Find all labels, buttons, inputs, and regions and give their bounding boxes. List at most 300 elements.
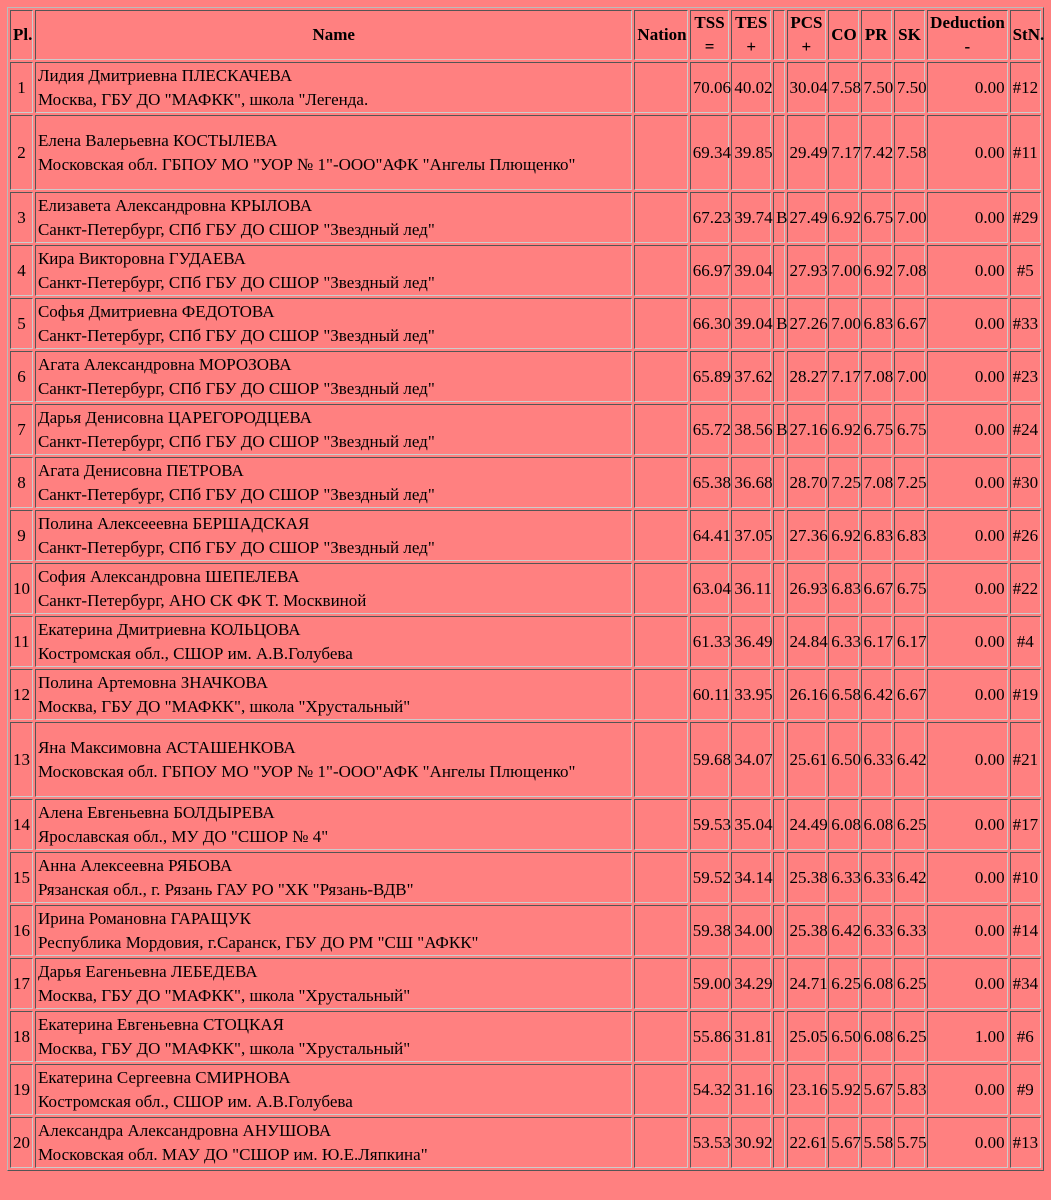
flag-cell bbox=[773, 958, 784, 1009]
table-row bbox=[10, 1117, 1041, 1168]
place-cell: 19 bbox=[10, 1064, 33, 1115]
skater-name: Дарья Денисовна ЦАРЕГОРОДЦЕВА bbox=[37, 407, 312, 427]
pcs-cell: 30.04 bbox=[787, 62, 827, 113]
place-cell: 4 bbox=[10, 245, 33, 296]
skater-club: Ярославская обл., МУ ДО "СШОР № 4" bbox=[37, 826, 329, 846]
pcs-cell: 25.38 bbox=[787, 852, 827, 903]
tes-cell: 31.81 bbox=[731, 1011, 771, 1062]
co-cell: 6.83 bbox=[828, 563, 858, 614]
header-tes: TES + bbox=[731, 10, 771, 60]
place-cell: 6 bbox=[10, 351, 33, 402]
skater-name: Агата Александровна МОРОЗОВА bbox=[37, 354, 292, 374]
sk-cell: 6.33 bbox=[894, 905, 925, 956]
pr-cell: 6.33 bbox=[861, 852, 892, 903]
place-cell: 9 bbox=[10, 510, 33, 561]
tss-cell: 54.32 bbox=[690, 1064, 730, 1115]
co-cell: 5.92 bbox=[828, 1064, 858, 1115]
skater-club: Санкт-Петербург, СПб ГБУ ДО СШОР "Звездный лед" bbox=[37, 272, 435, 292]
pcs-cell: 26.16 bbox=[787, 669, 827, 720]
tss-cell: 53.53 bbox=[690, 1117, 730, 1168]
pr-cell: 6.08 bbox=[861, 1011, 892, 1062]
name-cell bbox=[35, 669, 632, 720]
skater-club: Московская обл. ГБПОУ МО "УОР № 1"-ООО"АФК "Ангелы Плющенко" bbox=[37, 154, 576, 174]
place-cell: 8 bbox=[10, 457, 33, 508]
name-cell bbox=[35, 192, 632, 243]
sk-cell: 6.25 bbox=[894, 799, 925, 850]
name-cell bbox=[35, 245, 632, 296]
pr-cell: 7.08 bbox=[861, 351, 892, 402]
nation-cell bbox=[634, 192, 687, 243]
pr-cell: 6.83 bbox=[861, 298, 892, 349]
deduction-cell: 0.00 bbox=[927, 351, 1007, 402]
nation-cell bbox=[634, 905, 687, 956]
tes-cell: 34.29 bbox=[731, 958, 771, 1009]
header-stn: StN. bbox=[1010, 10, 1041, 60]
sk-cell: 7.58 bbox=[894, 115, 925, 190]
start-number-cell: #23 bbox=[1010, 351, 1041, 402]
nation-cell bbox=[634, 245, 687, 296]
co-cell: 6.92 bbox=[828, 404, 858, 455]
skater-name: София Александровна ШЕПЕЛЕВА bbox=[37, 566, 300, 586]
tss-cell: 59.53 bbox=[690, 799, 730, 850]
nation-cell bbox=[634, 351, 687, 402]
pr-cell: 6.75 bbox=[861, 192, 892, 243]
tes-cell: 36.68 bbox=[731, 457, 771, 508]
place-cell: 3 bbox=[10, 192, 33, 243]
flag-cell bbox=[773, 115, 784, 190]
start-number-cell: #34 bbox=[1010, 958, 1041, 1009]
place-cell: 1 bbox=[10, 62, 33, 113]
sk-cell: 7.08 bbox=[894, 245, 925, 296]
skater-club: Костромская обл., СШОР им. А.В.Голубева bbox=[37, 1091, 353, 1111]
pcs-cell: 24.84 bbox=[787, 616, 827, 667]
deduction-cell: 1.00 bbox=[927, 1011, 1007, 1062]
start-number-cell: #29 bbox=[1010, 192, 1041, 243]
sk-cell: 7.00 bbox=[894, 351, 925, 402]
place-cell: 10 bbox=[10, 563, 33, 614]
co-cell: 7.17 bbox=[828, 115, 858, 190]
name-cell bbox=[35, 298, 632, 349]
pcs-cell: 25.05 bbox=[787, 1011, 827, 1062]
tes-cell: 39.04 bbox=[731, 245, 771, 296]
place-cell: 15 bbox=[10, 852, 33, 903]
pr-cell: 5.67 bbox=[861, 1064, 892, 1115]
co-cell: 6.50 bbox=[828, 1011, 858, 1062]
deduction-cell: 0.00 bbox=[927, 192, 1007, 243]
sk-cell: 6.42 bbox=[894, 722, 925, 797]
table-row bbox=[10, 245, 1041, 296]
flag-cell bbox=[773, 799, 784, 850]
tes-cell: 36.49 bbox=[731, 616, 771, 667]
flag-cell: B bbox=[773, 404, 784, 455]
pcs-cell: 25.61 bbox=[787, 722, 827, 797]
header-row bbox=[10, 10, 1041, 60]
flag-cell bbox=[773, 722, 784, 797]
skater-club: Республика Мордовия, г.Саранск, ГБУ ДО РМ "СШ "АФКК" bbox=[37, 932, 479, 952]
flag-cell bbox=[773, 1117, 784, 1168]
flag-cell bbox=[773, 669, 784, 720]
start-number-cell: #6 bbox=[1010, 1011, 1041, 1062]
start-number-cell: #24 bbox=[1010, 404, 1041, 455]
nation-cell bbox=[634, 1064, 687, 1115]
skater-club: Санкт-Петербург, СПб ГБУ ДО СШОР "Звездный лед" bbox=[37, 219, 435, 239]
skater-name: Агата Денисовна ПЕТРОВА bbox=[37, 460, 244, 480]
pcs-cell: 27.16 bbox=[787, 404, 827, 455]
tss-cell: 59.38 bbox=[690, 905, 730, 956]
flag-cell: B bbox=[773, 192, 784, 243]
co-cell: 7.00 bbox=[828, 245, 858, 296]
pcs-cell: 27.36 bbox=[787, 510, 827, 561]
pcs-cell: 23.16 bbox=[787, 1064, 827, 1115]
skater-name: Анна Алексеевна РЯБОВА bbox=[37, 855, 233, 875]
table-row bbox=[10, 722, 1041, 797]
table-row bbox=[10, 799, 1041, 850]
name-cell bbox=[35, 958, 632, 1009]
start-number-cell: #13 bbox=[1010, 1117, 1041, 1168]
nation-cell bbox=[634, 510, 687, 561]
nation-cell bbox=[634, 404, 687, 455]
table-row bbox=[10, 404, 1041, 455]
pr-cell: 5.58 bbox=[861, 1117, 892, 1168]
pcs-cell: 26.93 bbox=[787, 563, 827, 614]
sk-cell: 7.50 bbox=[894, 62, 925, 113]
deduction-cell: 0.00 bbox=[927, 852, 1007, 903]
tss-cell: 66.97 bbox=[690, 245, 730, 296]
name-cell bbox=[35, 457, 632, 508]
header-pr: PR bbox=[861, 10, 892, 60]
nation-cell bbox=[634, 62, 687, 113]
skater-club: Москва, ГБУ ДО "МАФКК", школа "Хрустальный" bbox=[37, 696, 411, 716]
name-cell bbox=[35, 852, 632, 903]
sk-cell: 6.25 bbox=[894, 958, 925, 1009]
co-cell: 6.50 bbox=[828, 722, 858, 797]
tss-cell: 65.38 bbox=[690, 457, 730, 508]
co-cell: 6.08 bbox=[828, 799, 858, 850]
name-cell bbox=[35, 62, 632, 113]
tes-cell: 40.02 bbox=[731, 62, 771, 113]
deduction-cell: 0.00 bbox=[927, 245, 1007, 296]
tss-cell: 69.34 bbox=[690, 115, 730, 190]
flag-cell bbox=[773, 351, 784, 402]
header-co: CO bbox=[828, 10, 858, 60]
tes-cell: 38.56 bbox=[731, 404, 771, 455]
tes-cell: 39.85 bbox=[731, 115, 771, 190]
place-cell: 16 bbox=[10, 905, 33, 956]
nation-cell bbox=[634, 115, 687, 190]
header-sk: SK bbox=[894, 10, 925, 60]
nation-cell bbox=[634, 799, 687, 850]
start-number-cell: #19 bbox=[1010, 669, 1041, 720]
skater-club: Санкт-Петербург, СПб ГБУ ДО СШОР "Звездный лед" bbox=[37, 484, 435, 504]
table-row bbox=[10, 1011, 1041, 1062]
place-cell: 17 bbox=[10, 958, 33, 1009]
skater-name: Александра Александровна АНУШОВА bbox=[37, 1120, 332, 1140]
skater-club: Санкт-Петербург, СПб ГБУ ДО СШОР "Звездный лед" bbox=[37, 378, 435, 398]
name-cell bbox=[35, 1117, 632, 1168]
pr-cell: 6.42 bbox=[861, 669, 892, 720]
pr-cell: 6.92 bbox=[861, 245, 892, 296]
pcs-cell: 27.49 bbox=[787, 192, 827, 243]
co-cell: 6.42 bbox=[828, 905, 858, 956]
start-number-cell: #22 bbox=[1010, 563, 1041, 614]
pcs-cell: 28.70 bbox=[787, 457, 827, 508]
place-cell: 12 bbox=[10, 669, 33, 720]
deduction-cell: 0.00 bbox=[927, 404, 1007, 455]
place-cell: 14 bbox=[10, 799, 33, 850]
skater-name: Лидия Дмитриевна ПЛЕСКАЧЕВА bbox=[37, 65, 293, 85]
sk-cell: 6.83 bbox=[894, 510, 925, 561]
sk-cell: 5.75 bbox=[894, 1117, 925, 1168]
flag-cell bbox=[773, 1064, 784, 1115]
table-row bbox=[10, 1064, 1041, 1115]
sk-cell: 6.17 bbox=[894, 616, 925, 667]
table-row bbox=[10, 192, 1041, 243]
tss-cell: 70.06 bbox=[690, 62, 730, 113]
header-deduction: Deduction - bbox=[927, 10, 1007, 60]
name-cell bbox=[35, 799, 632, 850]
flag-cell bbox=[773, 62, 784, 113]
tes-cell: 30.92 bbox=[731, 1117, 771, 1168]
skater-name: Алена Евгеньевна БОЛДЫРЕВА bbox=[37, 802, 275, 822]
sk-cell: 6.42 bbox=[894, 852, 925, 903]
nation-cell bbox=[634, 958, 687, 1009]
pcs-cell: 24.49 bbox=[787, 799, 827, 850]
pr-cell: 6.33 bbox=[861, 722, 892, 797]
tes-cell: 31.16 bbox=[731, 1064, 771, 1115]
name-cell bbox=[35, 616, 632, 667]
pr-cell: 6.08 bbox=[861, 958, 892, 1009]
co-cell: 5.67 bbox=[828, 1117, 858, 1168]
co-cell: 7.00 bbox=[828, 298, 858, 349]
start-number-cell: #26 bbox=[1010, 510, 1041, 561]
sk-cell: 7.00 bbox=[894, 192, 925, 243]
pcs-cell: 27.26 bbox=[787, 298, 827, 349]
flag-cell bbox=[773, 616, 784, 667]
skater-club: Москва, ГБУ ДО "МАФКК", школа "Хрустальный" bbox=[37, 985, 411, 1005]
nation-cell bbox=[634, 298, 687, 349]
start-number-cell: #33 bbox=[1010, 298, 1041, 349]
pcs-cell: 29.49 bbox=[787, 115, 827, 190]
skater-club: Санкт-Петербург, АНО СК ФК Т. Москвиной bbox=[37, 590, 367, 610]
sk-cell: 6.75 bbox=[894, 404, 925, 455]
start-number-cell: #14 bbox=[1010, 905, 1041, 956]
pr-cell: 7.08 bbox=[861, 457, 892, 508]
co-cell: 6.25 bbox=[828, 958, 858, 1009]
table-row bbox=[10, 958, 1041, 1009]
nation-cell bbox=[634, 457, 687, 508]
tes-cell: 34.00 bbox=[731, 905, 771, 956]
deduction-cell: 0.00 bbox=[927, 457, 1007, 508]
skater-club: Москва, ГБУ ДО "МАФКК", школа "Хрустальный" bbox=[37, 1038, 411, 1058]
tss-cell: 66.30 bbox=[690, 298, 730, 349]
pr-cell: 6.75 bbox=[861, 404, 892, 455]
tss-cell: 59.68 bbox=[690, 722, 730, 797]
skater-club: Московская обл. МАУ ДО "СШОР им. Ю.Е.Ляпкина" bbox=[37, 1144, 428, 1164]
table-row bbox=[10, 669, 1041, 720]
deduction-cell: 0.00 bbox=[927, 616, 1007, 667]
place-cell: 7 bbox=[10, 404, 33, 455]
skater-name: Полина Артемовна ЗНАЧКОВА bbox=[37, 672, 268, 692]
skater-club: Московская обл. ГБПОУ МО "УОР № 1"-ООО"АФК "Ангелы Плющенко" bbox=[37, 761, 576, 781]
start-number-cell: #21 bbox=[1010, 722, 1041, 797]
skater-name: Ирина Романовна ГАРАЩУК bbox=[37, 908, 251, 928]
flag-cell bbox=[773, 245, 784, 296]
nation-cell bbox=[634, 1117, 687, 1168]
tss-cell: 67.23 bbox=[690, 192, 730, 243]
place-cell: 2 bbox=[10, 115, 33, 190]
deduction-cell: 0.00 bbox=[927, 905, 1007, 956]
nation-cell bbox=[634, 616, 687, 667]
table-row bbox=[10, 563, 1041, 614]
skater-name: Екатерина Евгеньевна СТОЦКАЯ bbox=[37, 1014, 284, 1034]
deduction-cell: 0.00 bbox=[927, 115, 1007, 190]
sk-cell: 6.75 bbox=[894, 563, 925, 614]
co-cell: 7.25 bbox=[828, 457, 858, 508]
skater-name: Екатерина Сергеевна СМИРНОВА bbox=[37, 1067, 291, 1087]
nation-cell bbox=[634, 563, 687, 614]
pcs-cell: 24.71 bbox=[787, 958, 827, 1009]
start-number-cell: #17 bbox=[1010, 799, 1041, 850]
tes-cell: 34.14 bbox=[731, 852, 771, 903]
flag-cell bbox=[773, 905, 784, 956]
tes-cell: 36.11 bbox=[731, 563, 771, 614]
header-tss: TSS = bbox=[690, 10, 730, 60]
deduction-cell: 0.00 bbox=[927, 799, 1007, 850]
table-row bbox=[10, 510, 1041, 561]
flag-cell bbox=[773, 510, 784, 561]
flag-cell: B bbox=[773, 298, 784, 349]
tes-cell: 39.74 bbox=[731, 192, 771, 243]
pr-cell: 6.33 bbox=[861, 905, 892, 956]
name-cell bbox=[35, 510, 632, 561]
tes-cell: 37.05 bbox=[731, 510, 771, 561]
name-cell bbox=[35, 404, 632, 455]
tss-cell: 65.89 bbox=[690, 351, 730, 402]
co-cell: 7.58 bbox=[828, 62, 858, 113]
flag-cell bbox=[773, 852, 784, 903]
tss-cell: 63.04 bbox=[690, 563, 730, 614]
results-body bbox=[10, 62, 1041, 1168]
deduction-cell: 0.00 bbox=[927, 669, 1007, 720]
start-number-cell: #30 bbox=[1010, 457, 1041, 508]
pr-cell: 6.67 bbox=[861, 563, 892, 614]
start-number-cell: #5 bbox=[1010, 245, 1041, 296]
header-name: Name bbox=[35, 10, 632, 60]
co-cell: 6.92 bbox=[828, 510, 858, 561]
header-flag bbox=[773, 10, 784, 60]
pr-cell: 7.42 bbox=[861, 115, 892, 190]
table-row bbox=[10, 616, 1041, 667]
skater-name: Елизавета Александровна КРЫЛОВА bbox=[37, 195, 313, 215]
pr-cell: 7.50 bbox=[861, 62, 892, 113]
nation-cell bbox=[634, 1011, 687, 1062]
sk-cell: 6.67 bbox=[894, 298, 925, 349]
tes-cell: 33.95 bbox=[731, 669, 771, 720]
deduction-cell: 0.00 bbox=[927, 62, 1007, 113]
nation-cell bbox=[634, 669, 687, 720]
deduction-cell: 0.00 bbox=[927, 1064, 1007, 1115]
skater-club: Москва, ГБУ ДО "МАФКК", школа "Легенда. bbox=[37, 89, 369, 109]
table-row bbox=[10, 351, 1041, 402]
deduction-cell: 0.00 bbox=[927, 510, 1007, 561]
pr-cell: 6.08 bbox=[861, 799, 892, 850]
start-number-cell: #11 bbox=[1010, 115, 1041, 190]
tes-cell: 39.04 bbox=[731, 298, 771, 349]
pr-cell: 6.17 bbox=[861, 616, 892, 667]
skater-name: Елена Валерьевна КОСТЫЛЕВА bbox=[37, 130, 278, 150]
name-cell bbox=[35, 563, 632, 614]
deduction-cell: 0.00 bbox=[927, 958, 1007, 1009]
sk-cell: 6.25 bbox=[894, 1011, 925, 1062]
tes-cell: 37.62 bbox=[731, 351, 771, 402]
table-row bbox=[10, 457, 1041, 508]
tss-cell: 61.33 bbox=[690, 616, 730, 667]
tss-cell: 60.11 bbox=[690, 669, 730, 720]
place-cell: 13 bbox=[10, 722, 33, 797]
place-cell: 18 bbox=[10, 1011, 33, 1062]
name-cell bbox=[35, 905, 632, 956]
name-cell bbox=[35, 1064, 632, 1115]
sk-cell: 6.67 bbox=[894, 669, 925, 720]
skater-club: Рязанская обл., г. Рязань ГАУ РО "ХК "Рязань-ВДВ" bbox=[37, 879, 414, 899]
sk-cell: 5.83 bbox=[894, 1064, 925, 1115]
deduction-cell: 0.00 bbox=[927, 298, 1007, 349]
header-nation: Nation bbox=[634, 10, 687, 60]
nation-cell bbox=[634, 852, 687, 903]
start-number-cell: #4 bbox=[1010, 616, 1041, 667]
pcs-cell: 28.27 bbox=[787, 351, 827, 402]
table-row bbox=[10, 905, 1041, 956]
co-cell: 6.58 bbox=[828, 669, 858, 720]
results-table bbox=[7, 7, 1044, 1171]
pcs-cell: 25.38 bbox=[787, 905, 827, 956]
name-cell bbox=[35, 351, 632, 402]
start-number-cell: #10 bbox=[1010, 852, 1041, 903]
place-cell: 11 bbox=[10, 616, 33, 667]
skater-name: Кира Викторовна ГУДАЕВА bbox=[37, 248, 246, 268]
tss-cell: 59.00 bbox=[690, 958, 730, 1009]
deduction-cell: 0.00 bbox=[927, 722, 1007, 797]
skater-club: Костромская обл., СШОР им. А.В.Голубева bbox=[37, 643, 353, 663]
place-cell: 5 bbox=[10, 298, 33, 349]
co-cell: 6.33 bbox=[828, 616, 858, 667]
skater-name: Полина Алексееевна БЕРШАДСКАЯ bbox=[37, 513, 310, 533]
nation-cell bbox=[634, 722, 687, 797]
header-place: Pl. bbox=[10, 10, 33, 60]
tes-cell: 35.04 bbox=[731, 799, 771, 850]
flag-cell bbox=[773, 563, 784, 614]
name-cell bbox=[35, 1011, 632, 1062]
pcs-cell: 22.61 bbox=[787, 1117, 827, 1168]
start-number-cell: #12 bbox=[1010, 62, 1041, 113]
skater-name: Яна Максимовна АСТАШЕНКОВА bbox=[37, 737, 296, 757]
flag-cell bbox=[773, 457, 784, 508]
flag-cell bbox=[773, 1011, 784, 1062]
tss-cell: 59.52 bbox=[690, 852, 730, 903]
pr-cell: 6.83 bbox=[861, 510, 892, 561]
co-cell: 7.17 bbox=[828, 351, 858, 402]
name-cell bbox=[35, 722, 632, 797]
tss-cell: 55.86 bbox=[690, 1011, 730, 1062]
table-row bbox=[10, 298, 1041, 349]
deduction-cell: 0.00 bbox=[927, 1117, 1007, 1168]
table-row bbox=[10, 115, 1041, 190]
header-pcs: PCS + bbox=[787, 10, 827, 60]
start-number-cell: #9 bbox=[1010, 1064, 1041, 1115]
place-cell: 20 bbox=[10, 1117, 33, 1168]
co-cell: 6.92 bbox=[828, 192, 858, 243]
skater-club: Санкт-Петербург, СПб ГБУ ДО СШОР "Звездный лед" bbox=[37, 431, 435, 451]
